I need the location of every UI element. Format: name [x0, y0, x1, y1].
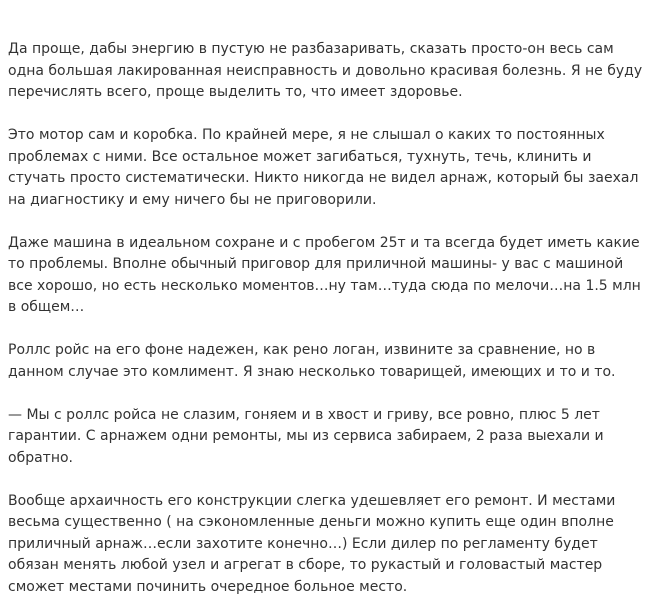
article-body: [8, 39, 652, 598]
quote-paragraph: — Мы с роллс ройса не слазим, гоняем и в хвост и гриву, все ровно, плюс 5 лет гарантии. С арнажем одни ремонты, мы из сервиса забираем, 2 раза выехали и обратно.: [8, 405, 652, 470]
paragraph: Даже машина в идеальном сохране и с пробегом 25т и та всегда будет иметь какие то проблемы. Вполне обычный приговор для приличной машины- у вас с машиной все хорошо, но есть несколько моментов…ну там…туда сюда по мелочи…на 1.5 млн в общем…: [8, 233, 652, 319]
paragraph: Да проще, дабы энергию в пустую не разбазаривать, сказать просто-он весь сам одна большая лакированная неисправность и довольно красивая болезнь. Я не буду перечислять всего, проще выделить то, что имеет здоровье.: [8, 39, 652, 104]
paragraph: Это мотор сам и коробка. По крайней мере, я не слышал о каких то постоянных проблемах с ними. Все остальное может загибаться, тухнуть, течь, клинить и стучать просто систематически. Никто никогда не видел арнаж, который бы заехал на диагностику и ему ничего бы не приговорили.: [8, 125, 652, 211]
paragraph: Роллс ройс на его фоне надежен, как рено логан, извините за сравнение, но в данном случае это комлимент. Я знаю несколько товарищей, имеющих и то и то.: [8, 340, 652, 383]
paragraph: Вообще архаичность его конструкции слегка удешевляет его ремонт. И местами весьма существенно ( на сэкономленные деньги можно купить еще один вполне приличный арнаж…если захотите конечно…) Если дилер по регламенту будет обязан менять любой узел и агрегат в сборе, то рукастый и головастый мастер сможет местами починить очередное больное место.: [8, 491, 652, 598]
